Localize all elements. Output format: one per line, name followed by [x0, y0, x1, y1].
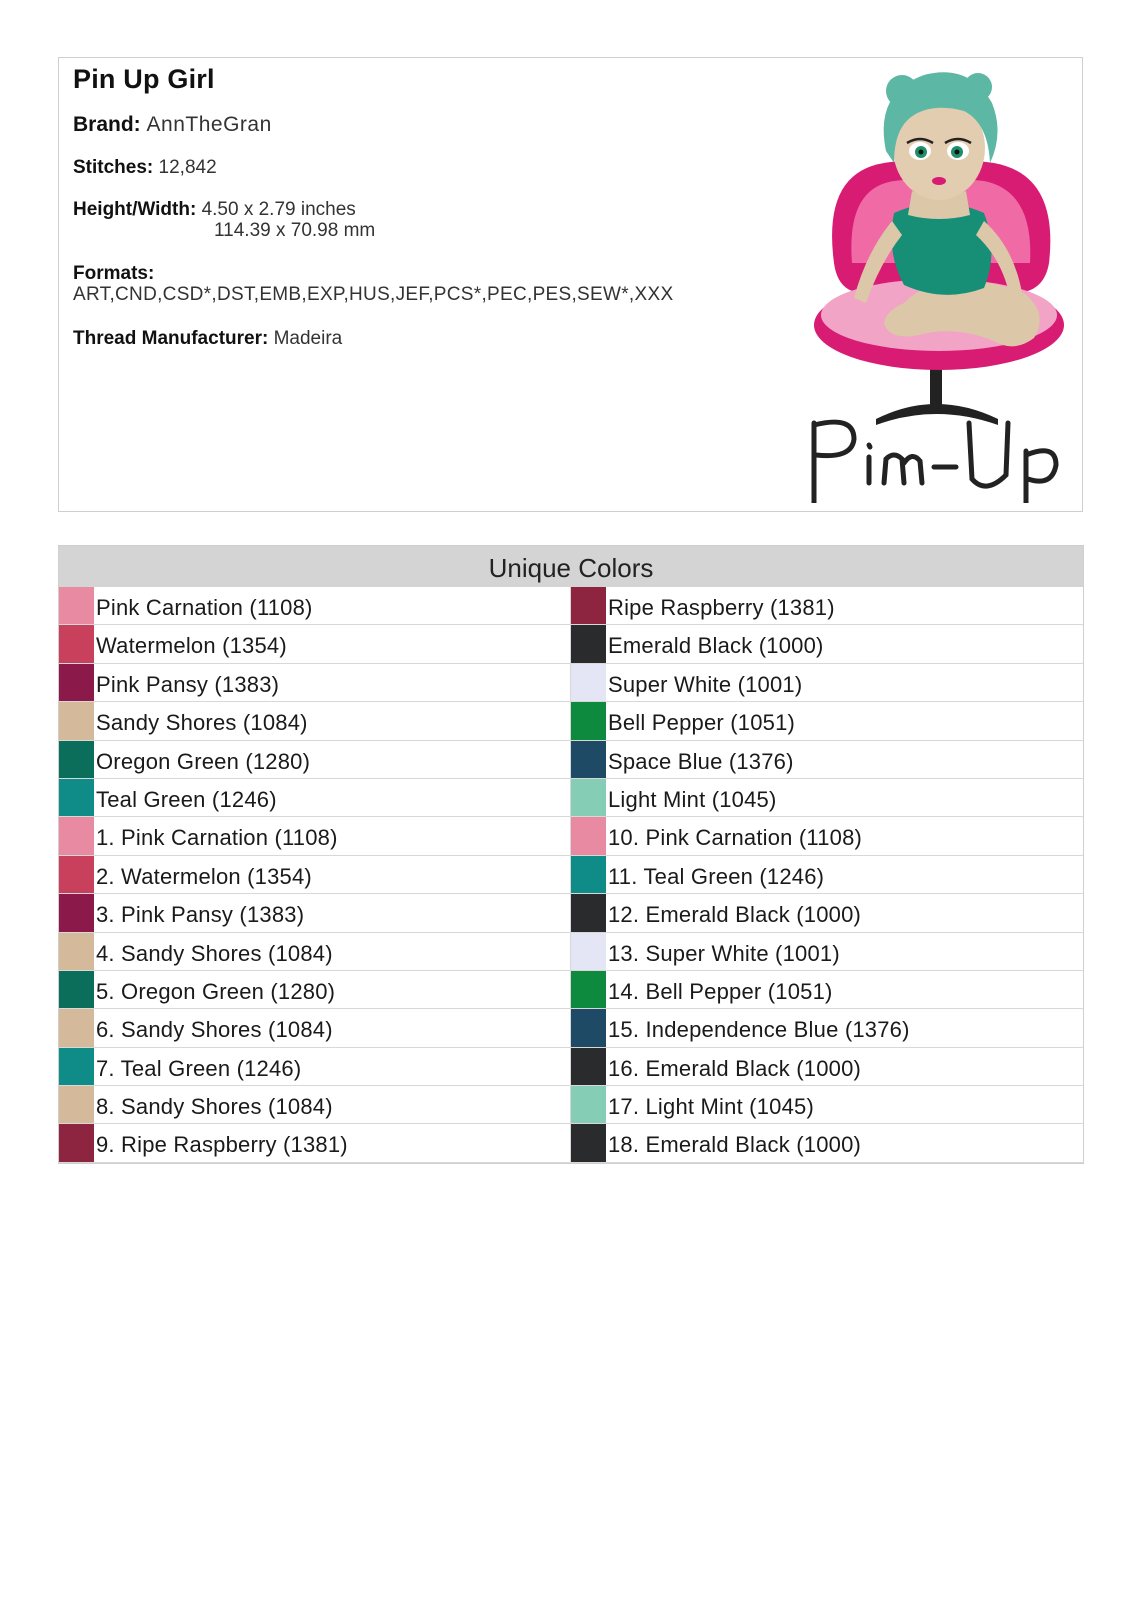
color-swatch — [571, 856, 606, 893]
color-row — [571, 856, 1083, 894]
color-swatch — [571, 664, 606, 701]
color-name: Super White (1001) — [608, 671, 803, 697]
color-row — [571, 817, 1083, 855]
color-swatch — [59, 1086, 94, 1123]
color-row — [59, 702, 571, 740]
color-name: Pink Carnation (1108) — [96, 595, 313, 620]
design-info-box — [58, 57, 1083, 512]
color-swatch — [59, 971, 94, 1008]
color-row — [571, 625, 1083, 663]
color-name: 1. Pink Carnation (1108) — [96, 825, 338, 851]
brand-value: AnnTheGran — [146, 113, 272, 136]
color-row — [59, 1009, 571, 1047]
color-row — [59, 1086, 571, 1124]
color-swatch — [571, 933, 606, 970]
stitches-field — [73, 157, 217, 178]
color-swatch — [571, 1086, 606, 1123]
color-swatch — [59, 741, 94, 778]
color-swatch — [571, 971, 606, 1008]
color-swatch — [59, 664, 94, 701]
color-swatch — [571, 1124, 606, 1161]
color-name: Sandy Shores (1084) — [96, 710, 308, 736]
unique-colors-header: Unique Colors — [59, 546, 1083, 587]
color-row — [59, 856, 571, 894]
color-name: Light Mint (1045) — [608, 786, 777, 812]
colors-column-left — [59, 587, 571, 1163]
color-name: 7. Teal Green (1246) — [96, 1055, 302, 1081]
color-swatch — [59, 933, 94, 970]
color-swatch — [571, 625, 606, 662]
color-swatch — [59, 817, 94, 854]
color-name: Emerald Black (1000) — [608, 633, 824, 659]
formats-value: ART,CND,CSD*,DST,EMB,EXP,HUS,JEF,PCS*,PEC,PES,SEW*,XXX — [73, 284, 674, 305]
color-row — [571, 1048, 1083, 1086]
color-name: Watermelon (1354) — [96, 633, 287, 659]
brand-label: Brand: — [73, 113, 141, 136]
color-swatch — [59, 625, 94, 662]
color-row — [571, 971, 1083, 1009]
color-name: 6. Sandy Shores (1084) — [96, 1017, 333, 1043]
color-row — [59, 1124, 571, 1162]
color-row — [59, 741, 571, 779]
color-name: 5. Oregon Green (1280) — [96, 978, 336, 1004]
color-swatch — [571, 1009, 606, 1046]
color-name: Bell Pepper (1051) — [608, 710, 796, 736]
design-title: Pin Up Girl — [73, 64, 215, 94]
thread-label: Thread Manufacturer: — [73, 328, 269, 349]
color-name: 8. Sandy Shores (1084) — [96, 1094, 333, 1120]
color-swatch — [59, 587, 94, 624]
color-name: Oregon Green (1280) — [96, 748, 311, 774]
color-name: 4. Sandy Shores (1084) — [96, 940, 333, 966]
color-name: Ripe Raspberry (1381) — [608, 595, 835, 620]
color-row — [571, 587, 1083, 625]
color-name: 18. Emerald Black (1000) — [608, 1132, 862, 1158]
color-row — [59, 587, 571, 625]
color-name: 10. Pink Carnation (1108) — [608, 825, 863, 851]
color-swatch — [59, 1009, 94, 1046]
color-row — [571, 779, 1083, 817]
height-width-field — [73, 199, 375, 241]
color-swatch — [571, 1048, 606, 1085]
color-swatch — [59, 1124, 94, 1161]
color-name: 2. Watermelon (1354) — [96, 863, 312, 889]
color-name: 13. Super White (1001) — [608, 940, 840, 966]
color-row — [571, 1086, 1083, 1124]
color-swatch — [59, 702, 94, 739]
color-name: 15. Independence Blue (1376) — [608, 1017, 910, 1043]
color-name: 14. Bell Pepper (1051) — [608, 978, 833, 1004]
color-swatch — [571, 894, 606, 931]
color-row — [571, 1009, 1083, 1047]
color-swatch — [59, 894, 94, 931]
thread-field — [73, 328, 342, 349]
color-row — [59, 664, 571, 702]
color-row — [59, 894, 571, 932]
stitches-label: Stitches: — [73, 157, 154, 178]
color-row — [571, 933, 1083, 971]
color-name: Space Blue (1376) — [608, 748, 794, 774]
brand-field — [73, 114, 272, 135]
color-swatch — [571, 741, 606, 778]
color-swatch — [59, 856, 94, 893]
color-row — [571, 1124, 1083, 1162]
color-row — [59, 817, 571, 855]
stitches-value: 12,842 — [158, 157, 217, 178]
color-swatch — [571, 587, 606, 624]
color-name: 11. Teal Green (1246) — [608, 863, 825, 889]
color-swatch — [571, 702, 606, 739]
colors-grid — [59, 587, 1083, 1163]
color-row — [59, 1048, 571, 1086]
color-swatch — [59, 1048, 94, 1085]
height-width-inches: 4.50 x 2.79 inches — [201, 199, 356, 220]
color-name: Teal Green (1246) — [96, 786, 277, 812]
color-name: 9. Ripe Raspberry (1381) — [96, 1132, 348, 1158]
color-name: 12. Emerald Black (1000) — [608, 902, 862, 928]
color-row — [59, 971, 571, 1009]
pin-up-girl-logo-icon — [794, 63, 1079, 503]
color-row — [59, 625, 571, 663]
color-name: 16. Emerald Black (1000) — [608, 1055, 862, 1081]
height-width-mm: 114.39 x 70.98 mm — [214, 220, 376, 241]
color-swatch — [571, 817, 606, 854]
color-row — [571, 664, 1083, 702]
color-name: 3. Pink Pansy (1383) — [96, 902, 305, 928]
height-width-label: Height/Width: — [73, 199, 197, 220]
thread-value: Madeira — [273, 328, 343, 349]
colors-column-right — [571, 587, 1083, 1163]
formats-label: Formats: — [73, 263, 155, 284]
formats-field — [73, 263, 673, 305]
color-row — [571, 741, 1083, 779]
color-row — [59, 779, 571, 817]
color-swatch — [59, 779, 94, 816]
color-name: Pink Pansy (1383) — [96, 671, 280, 697]
color-row — [571, 702, 1083, 740]
color-row — [59, 933, 571, 971]
unique-colors-table — [58, 545, 1084, 1164]
color-name: 17. Light Mint (1045) — [608, 1094, 814, 1120]
color-swatch — [571, 779, 606, 816]
color-row — [571, 894, 1083, 932]
